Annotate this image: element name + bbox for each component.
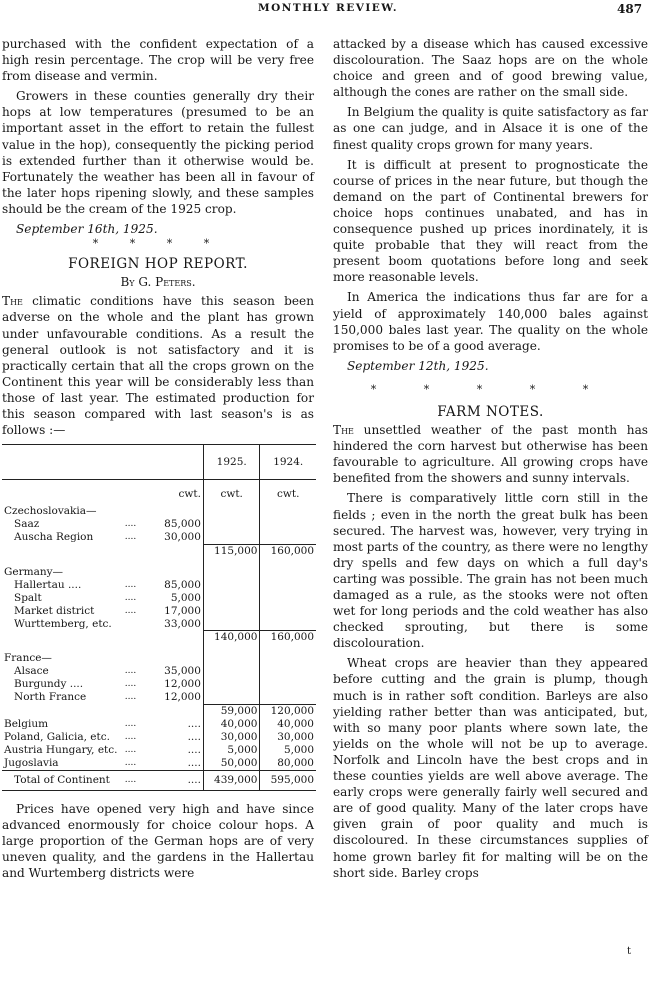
table-row: Hallertau .... .... 85,000 — [2, 579, 316, 592]
table-row: Wurttemberg, etc. 33,000 — [2, 618, 316, 631]
page-number: 487 — [617, 2, 643, 16]
paragraph: Prices have opened very high and have since advanced enormously for choice colour hops. A large proportion of the German hops are of very uneven quality, and the gardens in the Hallertau and Wurtemberg districts were — [2, 801, 314, 881]
page-header — [0, 2, 650, 18]
paragraph-text: unsettled weather of the past month has hindered the corn harvest but otherwise has been favourable to agriculture. All growing crops have benefited from the showers and sunny intervals. — [333, 423, 648, 486]
total-row: Total of Continent .... .... 439,000 595,000 — [2, 770, 316, 790]
paragraph: In Belgium the quality is quite satisfactory as far as one can judge, and in Alsace it is one of the finest quality crops grown for many years. — [333, 105, 648, 152]
paragraph: attacked by a disease which has caused excessive discolouration. The Saaz hops are on the whole choice and green and of good brewing value, although the cones are rather on the small side. — [333, 37, 648, 100]
table-row: Jugoslavia .... .... 50,000 80,000 — [4, 756, 314, 769]
section-title: FOREIGN HOP REPORT. — [68, 256, 248, 273]
footer-mark: t — [627, 946, 632, 957]
paragraph — [2, 293, 314, 438]
header-1925: 1925. — [203, 445, 260, 480]
dateline: September 16th, 1925. — [16, 222, 158, 237]
paragraph: purchased with the confident expectation of a high resin percentage. The crop will be very free from disease and vermin. — [2, 37, 314, 84]
country-label: Czechoslovakia— — [4, 505, 97, 518]
unit-row — [2, 480, 316, 506]
paragraph — [333, 422, 648, 486]
paragraph: It is difficult at present to prognosticate the course of prices in the near future, but though the demand on the part of Continental brewers for choice hops continues unabated, and has in consequence pushed up prices inordinately, it is quite probable that they will react from the present boom quotations before long and seek more reasonable levels. — [333, 157, 648, 285]
byline-text: By G. Peters. — [120, 275, 196, 290]
unit-label: cwt. — [277, 488, 300, 501]
paragraph: Growers in these counties generally dry their hops at low temperatures (presumed to be an important asset in the effort to retain the fullest value in the hop), consequently the picking period is extended further than it otherwise would be. Fortunately the weather has been all in favour of the later hops ripening slowly, and these samples should be the cream of the 1925 crop. — [2, 89, 314, 216]
paragraph-text: climatic conditions have this season been adverse on the whole and the plant has grown under unfavourable conditions. As a result the general outlook is not satisfactory and it is practically certain that all the crops grown on the Continent this year will be considerably less than those of last year. The estimated production for this season compared with last season's is as follows :— — [2, 294, 314, 438]
table-row: North France .... 12,000 — [2, 691, 316, 704]
subtotal-row: 115,000 160,000 — [2, 544, 316, 558]
table-row — [2, 652, 316, 665]
table-row: Poland, Galicia, etc. .... .... 30,000 30,000 — [4, 730, 314, 743]
drop-word: The — [333, 423, 354, 438]
production-table — [2, 444, 316, 791]
table-row: Belgium .... .... 40,000 40,000 — [4, 717, 314, 730]
country-label: Germany— — [4, 565, 64, 578]
paragraph: In America the indications thus far are for a yield of approximately 140,000 bales against 150,000 bales last year. The quality on the whole promises to be of a good average. — [333, 290, 648, 353]
table-row: Spalt .... 5,000 — [2, 592, 316, 605]
subtotal-row: 59,000 120,000 — [2, 704, 316, 718]
byline — [2, 274, 314, 290]
subtotal-row: 140,000 160,000 — [2, 631, 316, 645]
running-title: MONTHLY REVIEW. — [258, 2, 399, 14]
table-row: Saaz .... 85,000 — [2, 518, 316, 531]
table-header-row — [2, 445, 316, 480]
table-row: Alsace .... 35,000 — [2, 665, 316, 678]
unit-label: cwt. — [203, 480, 260, 506]
table-row: Burgundy .... .... 12,000 — [2, 678, 316, 691]
unit-label: cwt. — [154, 480, 204, 506]
table-row: Auscha Region .... 30,000 — [2, 531, 316, 544]
section-separator: * * * * — [92, 237, 224, 251]
drop-word: The — [2, 294, 23, 309]
header-1924: 1924. — [260, 445, 316, 480]
table-row: Austria Hungary, etc. .... .... 5,000 5,000 — [4, 743, 314, 756]
table-row: Market district .... 17,000 — [2, 605, 316, 618]
country-label: France— — [4, 652, 52, 665]
paragraph: There is comparatively little corn still in the fields ; even in the north the great bulk has been secured. The harvest was, however, very trying in most parts of the country, as there were no lengthy dry spells and few days on which a full day's carting was possible. The grain has not been much damaged as a rule, as the stooks were not often wet for long periods and the cold weather has also checked sprouting, but there is some discolouration. — [333, 491, 648, 651]
table-row — [2, 505, 316, 518]
paragraph: Wheat crops are heavier than they appeared before cutting and the grain is plump, though much is in rather soft condition. Barleys are also yielding rather better than was anticipated, but, with so many poor plants where sown late, the yields on the whole will not be up to average. Norfolk and Lincoln have the best crops and in these counties yields are well above average. The early crops were generally fairly well secured and are of good quality. Many of the later crops have given grain of poor quality and much is discoloured. In these circumstances supplies of home grown barley fit for malting will be on the short side. Barley crops — [333, 656, 648, 880]
dateline: September 12th, 1925. — [347, 358, 489, 373]
table-row — [2, 566, 316, 579]
section-title: FARM NOTES. — [437, 403, 544, 420]
right-column — [333, 36, 648, 885]
left-column — [2, 36, 314, 885]
section-separator: * * * * * — [370, 382, 611, 396]
